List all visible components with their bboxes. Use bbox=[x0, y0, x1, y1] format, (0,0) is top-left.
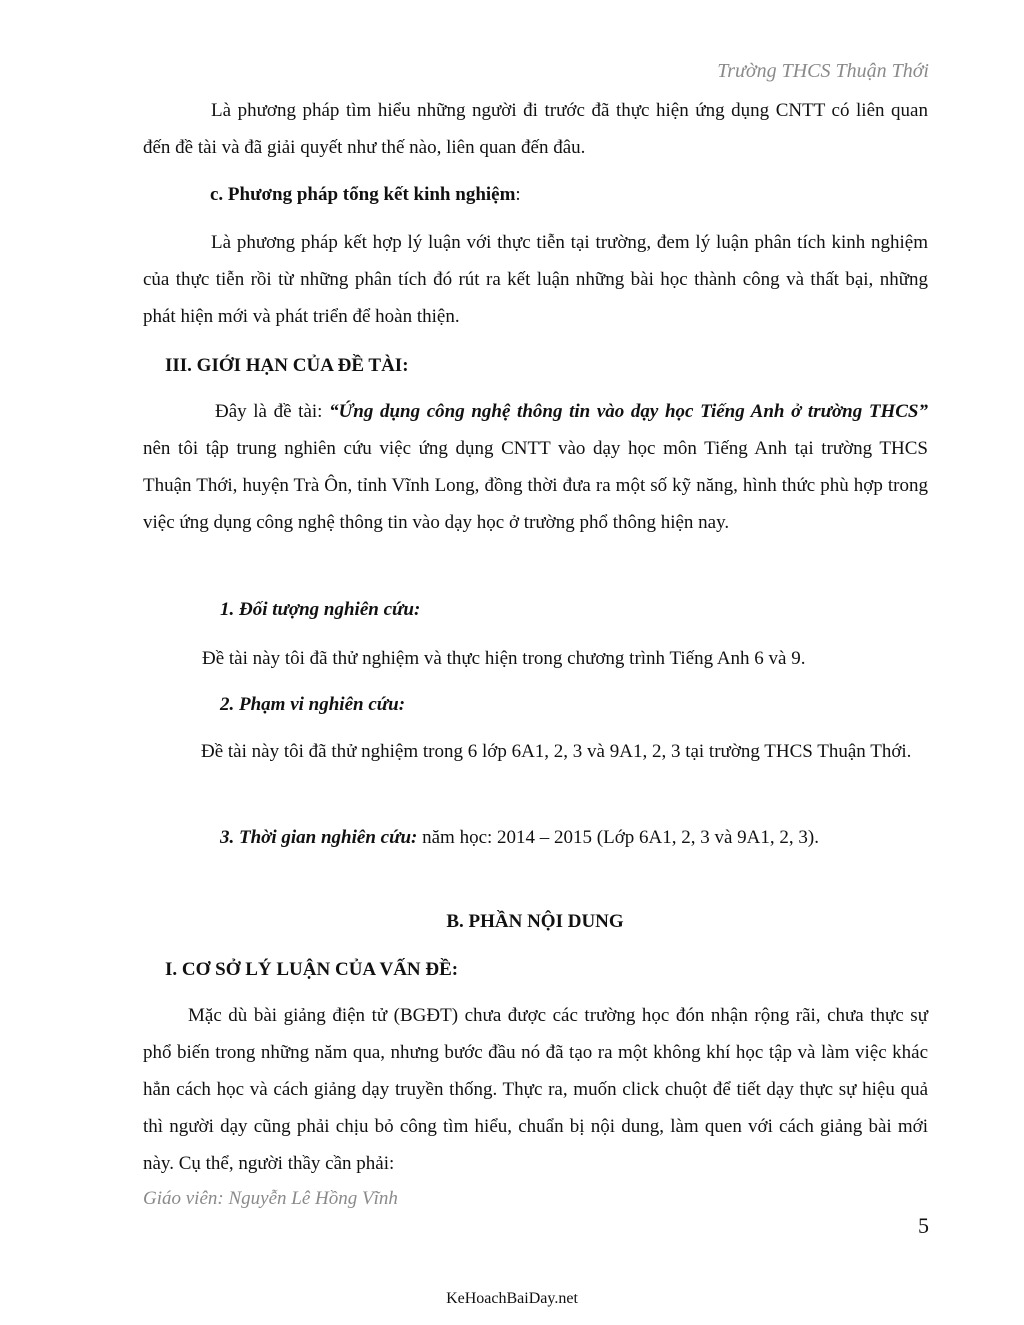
topic-body: nên tôi tập trung nghiên cứu việc ứng dụng CNTT vào dạy học môn Tiếng Anh tại trường THCS Thuận Thới, huyện Trà Ôn, tỉnh Vĩnh Long, đồng thời đưa ra một số kỹ năng, hình thức phù hợp trong việc ứng dụng công nghệ thông tin vào dạy học ở trường phổ thông hiện nay. bbox=[143, 438, 928, 533]
heading-experience-method bbox=[210, 183, 521, 207]
topic-intro: Đây là đề tài: bbox=[215, 401, 330, 422]
heading-colon: : bbox=[515, 184, 521, 205]
heading-research-scope: 2. Phạm vi nghiên cứu: bbox=[220, 694, 406, 715]
heading-scope-limits: III. GIỚI HẠN CỦA ĐỀ TÀI: bbox=[165, 355, 409, 376]
heading-research-time: 3. Thời gian nghiên cứu: bbox=[220, 827, 418, 848]
teacher-name: Giáo viên: Nguyễn Lê Hồng Vĩnh bbox=[143, 1188, 398, 1209]
paragraph-experience-method: Là phương pháp kết hợp lý luận với thực tiễn tại trường, đem lý luận phân tích kinh nghiệm của thực tiễn rồi từ những phân tích đó rút ra kết luận những bài học thành công và thất bại, những phát hiện mới và phát triển để hoàn thiện. bbox=[143, 232, 928, 327]
page-number: 5 bbox=[918, 1213, 929, 1238]
site-watermark: KeHoachBaiDay.net bbox=[446, 1290, 578, 1307]
paragraph-literature-method: Là phương pháp tìm hiểu những người đi trước đã thực hiện ứng dụng CNTT có liên quan đến đề tài và đã giải quyết như thế nào, liên quan đến đâu. bbox=[143, 100, 928, 158]
heading-content-part: B. PHẦN NỘI DUNG bbox=[446, 911, 624, 932]
paragraph-topic bbox=[143, 393, 928, 541]
research-time-line bbox=[220, 826, 819, 850]
research-time-value: năm học: 2014 – 2015 (Lớp 6A1, 2, 3 và 9A1, 2, 3). bbox=[417, 827, 819, 848]
page-header: Trường THCS Thuận Thới bbox=[717, 60, 929, 82]
heading-text: c. Phương pháp tổng kết kinh nghiệm bbox=[210, 184, 516, 205]
topic-title: “Ứng dụng công nghệ thông tin vào dạy học Tiếng Anh ở trường THCS” bbox=[329, 401, 928, 422]
paragraph-theoretical-basis: Mặc dù bài giảng điện tử (BGĐT) chưa được các trường học đón nhận rộng rãi, chưa thực sự phổ biến trong những năm qua, nhưng bước đầu nó đã tạo ra một không khí học tập và làm việc khác hẳn cách học và cách giảng dạy truyền thống. Thực ra, muốn click chuột để tiết dạy thực sự hiệu quả thì người dạy cũng phải chịu bỏ công tìm hiểu, chuẩn bị nội dung, làm quen với cách giảng bài mới này. Cụ thể, người thầy cần phải: bbox=[143, 1005, 928, 1174]
paragraph-research-scope: Đề tài này tôi đã thử nghiệm trong 6 lớp 6A1, 2, 3 và 9A1, 2, 3 tại trường THCS Thuận Thới. bbox=[201, 741, 912, 762]
paragraph-research-subject: Đề tài này tôi đã thử nghiệm và thực hiện trong chương trình Tiếng Anh 6 và 9. bbox=[202, 648, 806, 669]
heading-research-subject: 1. Đối tượng nghiên cứu: bbox=[220, 599, 421, 620]
heading-theoretical-basis: I. CƠ SỞ LÝ LUẬN CỦA VẤN ĐỀ: bbox=[165, 959, 459, 980]
